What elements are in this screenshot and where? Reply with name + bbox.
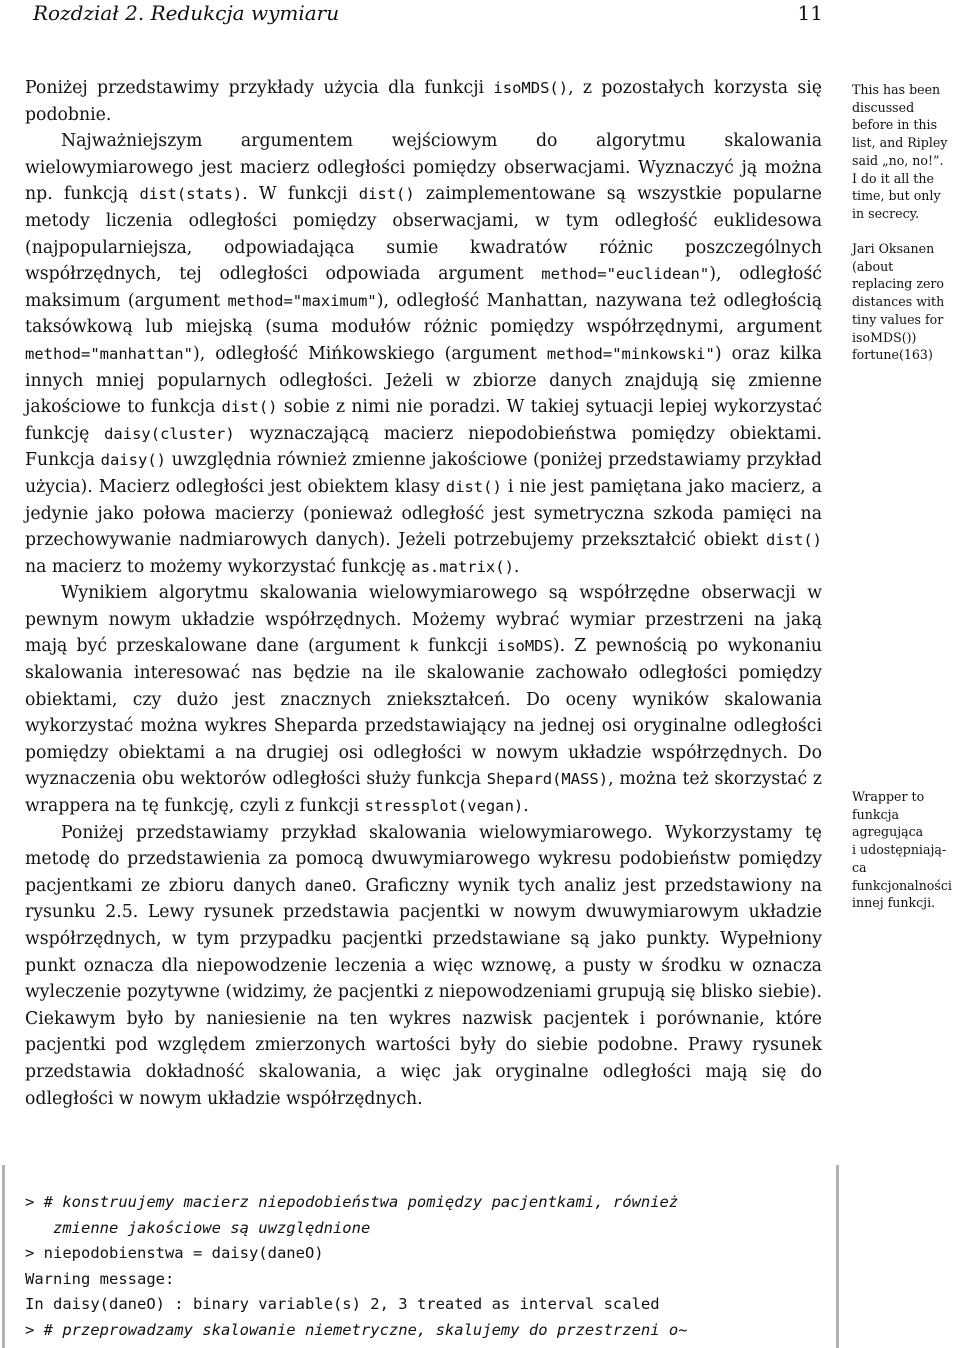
code-line: > niepodobienstwa = daisy(daneO) <box>25 1244 324 1263</box>
text-run: . W funkcji <box>242 184 359 205</box>
margin-note-line: before in this <box>852 117 938 133</box>
text-run: Poniżej przedstawimy przykłady użycia dla funkcji <box>25 78 494 98</box>
text-run: ), odległość Mińkowskiego (argument <box>192 343 547 364</box>
code-listing <box>2 1165 839 1348</box>
text-run: , z pozostałych korzysta się podobnie. <box>25 78 822 125</box>
code-line: In daisy(daneO) : binary variable(s) 2, 3 treated as interval scaled <box>25 1295 660 1314</box>
inline-code: daisy() <box>100 451 166 470</box>
main-text <box>25 75 822 1112</box>
margin-note-line: list, and Ripley <box>852 135 948 151</box>
text-run: Najważniejszym argumentem wejściowym do algorytmu skalowania wielowymiarowego jest macierz odległości pomiędzy obserwacjami. Wyznaczyć ją można np. funkcją <box>25 131 822 205</box>
margin-note-line: tiny values for <box>852 311 944 327</box>
inline-code: method="minkowski" <box>546 344 715 363</box>
inline-code: method="maximum" <box>227 291 377 310</box>
text-run: . <box>513 556 520 577</box>
running-head <box>33 0 823 26</box>
text-run: ). Z pewnością po wykonaniu skalowania interesować nas będzie na ile skalowanie zachowało odległości pomiędzy obiektami, czy dużo jest znacznych zniekształceń. Do oceny wyników skalowania wykorzystać można wykres Sheparda przedstawiający na jednej osi oryginalne odległości pomiędzy obiektami a na drugiej osi odległości w nowym układzie współrzędnych. Do wyznaczenia obu wektorów odległości służy funkcja <box>25 636 822 790</box>
text-run: ) oraz kilka innych mniej popularnych odległości. Jeżeli w zbiorze danych znajdują się zmienne jakościowe to funkcja <box>25 343 822 418</box>
margin-note-line: isoMDS()) <box>852 329 917 345</box>
inline-code: dist() <box>358 185 415 204</box>
margin-note-line: in secrecy. <box>852 205 920 221</box>
chapter-title: Rozdział 2. Redukcja wymiaru <box>33 1 340 25</box>
text-run: ), odległość maksimum (argument <box>25 264 822 311</box>
text-run: na macierz to możemy wykorzystać funkcję <box>25 556 412 577</box>
text-run: wyznaczającą macierz niepodobieństwa pomiędzy obiektami. Funkcja <box>25 423 822 471</box>
inline-code: method="euclidean" <box>541 265 710 284</box>
margin-note-line: i udostępniają- <box>852 842 947 858</box>
inline-code: method="manhattan" <box>25 344 193 363</box>
margin-note-line: discussed <box>852 99 915 115</box>
inline-code: as.matrix() <box>411 557 514 576</box>
code-comment-line: > # konstruujemy macierz niepodobieństwa pomiędzy pacjentkami, również <box>25 1193 679 1211</box>
text-run: , można też skorzystać z wrappera na tę funkcję, czyli z funkcji <box>25 769 822 817</box>
inline-code: Shepard(MASS) <box>486 770 609 789</box>
code-line: Warning message: <box>25 1269 175 1288</box>
paragraph-example <box>25 820 822 1113</box>
inline-code: stressplot(vegan) <box>364 797 524 816</box>
paragraph-mds-result <box>25 580 822 819</box>
margin-note-line: innej funkcji. <box>852 895 936 911</box>
text-run: . <box>523 796 529 817</box>
text-run: uwzględnia również zmienne jakościowe (poniżej przedstawiamy przykład użycia). Macierz odległości jest obiektem klasy <box>25 450 822 497</box>
inline-code: k <box>409 637 419 656</box>
text-run: funkcji <box>418 636 497 657</box>
inline-code: daneO <box>304 876 352 895</box>
margin-note-line: replacing zero <box>852 276 945 292</box>
code-comment-line: > # przeprowadzamy skalowanie niemetryczne, skalujemy do przestrzeni o~ <box>25 1320 688 1339</box>
margin-note-line: This has been <box>852 82 941 97</box>
margin-note-line: Wrapper to <box>852 789 925 804</box>
margin-note-line: Jari Oksanen <box>852 241 935 256</box>
code-lines <box>25 1190 835 1344</box>
inline-code: isoMDS() <box>493 79 569 97</box>
page-number: 11 <box>797 1 823 25</box>
margin-note-line: agregująca <box>852 824 924 840</box>
margin-note-line: distances with <box>852 294 945 310</box>
margin-note-line: funkcja <box>852 806 899 822</box>
inline-code: dist() <box>766 531 822 550</box>
margin-note-attribution <box>852 240 957 364</box>
inline-code: dist() <box>221 398 278 417</box>
margin-note-line: ca <box>852 859 867 875</box>
margin-note-line: funkcjonalności <box>852 877 952 893</box>
inline-code: isoMDS <box>496 637 553 656</box>
margin-note-line: said „no, no!”. <box>852 152 944 168</box>
inline-code: daisy(cluster) <box>104 424 235 443</box>
text-run: zaimplementowane są wszystkie popularne metody liczenia odległości pomiędzy obserwacjami, w tym odległość euklidesowa (najpopularniejsza, odpowiadająca sumie kwadratów różnic poszczególnych współrzędnych, tej odległości odpowiada argument <box>25 184 823 285</box>
text-run: sobie z nimi nie poradzi. W takiej sytuacji lepiej wykorzystać funkcję <box>25 397 822 444</box>
text-run: . Graficzny wynik tych analiz jest przedstawiony na rysunku 2.5. Lewy rysunek przedstawia pacjentki w nowym dwuwymiarowym układzie współrzędnych, w tym przypadku pacjentki przedstawiane są jako punkty. Wypełniony punkt oznacza dla niepowodzenie leczenia a więc wznowę, a pusty w środku w oznacza wyleczenie pozytywne (widzimy, że pacjentki z niepowodzeniami grupują się blisko siebie). Ciekawym było by naniesienie na ten wykres nazwisk pacjentek i porównanie, które pacjentki pod względem zmierzonych wartości były do siebie podobne. Prawy rysunek przedstawia dokładność skalowania, a więc jak oryginalne odległości mają się do odległości w nowym układzie współrzędnych. <box>25 875 822 1109</box>
text-run: ), odległość Manhattan, nazywana też odległością taksówkową lub miejską (suma modułów różnic pomiędzy współrzędnymi, argument <box>25 290 822 338</box>
inline-code: dist(stats) <box>139 185 243 204</box>
margin-note-line: time, but only <box>852 188 941 204</box>
text-run: Poniżej przedstawiamy przykład skalowania wielowymiarowego. Wykorzystamy tę metodę do przedstawienia za pomocą dwuwymiarowego wykresu podobieństw pomiędzy pacjentkami ze zbioru danych <box>25 822 822 896</box>
inline-code: dist() <box>445 477 502 496</box>
paragraph-intro <box>25 75 822 128</box>
text-run: Wynikiem algorytmu skalowania wielowymiarowego są współrzędne obserwacji w pewnym nowym układzie współrzędnych. Możemy wybrać wymiar przestrzeni na jaką mają być przeskalowane dane (argument <box>25 583 822 657</box>
margin-note-line: fortune(163) <box>852 347 933 363</box>
paragraph-distance-matrix <box>25 128 822 580</box>
code-comment-line: zmienne jakościowe są uwzględnione <box>25 1218 371 1237</box>
text-run: i nie jest pamiętana jako macierz, a jedynie jako połowa macierzy (ponieważ odległość jest symetryczna szkoda pamięci na przechowywanie nadmiarowych danych). Jeżeli potrzebujemy przekształcić obiekt <box>25 476 822 551</box>
margin-note-quote <box>852 81 957 223</box>
margin-note-line: (about <box>852 258 894 274</box>
margin-note-wrapper <box>852 788 957 912</box>
margin-note-line: I do it all the <box>852 170 934 186</box>
